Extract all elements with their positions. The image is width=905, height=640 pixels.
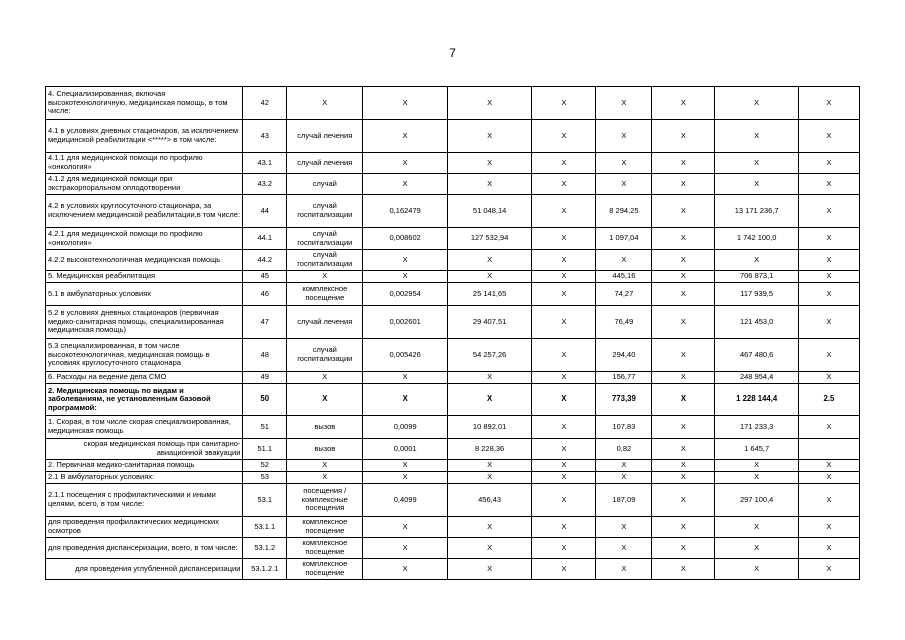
- table-cell: X: [715, 250, 798, 271]
- table-cell: X: [447, 384, 531, 416]
- table-row: [46, 484, 860, 517]
- table-cell: X: [652, 174, 715, 195]
- table-cell: X: [532, 484, 596, 517]
- table-cell: X: [715, 87, 798, 120]
- table-cell: X: [652, 559, 715, 580]
- table-cell: случай лечения: [287, 153, 363, 174]
- table-cell: для проведения диспансеризации, всего, в том числе:: [46, 538, 243, 559]
- table-row: [46, 517, 860, 538]
- table-cell: 0,4099: [363, 484, 447, 517]
- table-cell: X: [532, 271, 596, 283]
- table-cell: 456,43: [447, 484, 531, 517]
- table-cell: X: [363, 153, 447, 174]
- table-cell: X: [363, 120, 447, 153]
- table-cell: X: [596, 460, 652, 472]
- table-cell: X: [798, 87, 859, 120]
- table-cell: X: [532, 195, 596, 228]
- table-cell: 44.1: [243, 228, 287, 250]
- table-cell: X: [447, 538, 531, 559]
- table-cell: 5.3 специализированная, в том числе высокотехнологичная, медицинская помощь в условиях круглосуточного стационара: [46, 339, 243, 372]
- table-cell: случай госпитализации: [287, 339, 363, 372]
- table-cell: 53.1.2.1: [243, 559, 287, 580]
- table-cell: 294,40: [596, 339, 652, 372]
- table-cell: 6. Расходы на ведение дела СМО: [46, 372, 243, 384]
- table-cell: X: [798, 339, 859, 372]
- table-cell: 43: [243, 120, 287, 153]
- table-cell: 49: [243, 372, 287, 384]
- table-cell: 4.1.2 для медицинской помощи при экстракорпоральном оплодотворении: [46, 174, 243, 195]
- table-cell: 25 141,65: [447, 283, 531, 306]
- table-cell: X: [447, 174, 531, 195]
- table-cell: X: [798, 195, 859, 228]
- table-cell: 43.2: [243, 174, 287, 195]
- table-cell: X: [532, 460, 596, 472]
- table-cell: 171 233,3: [715, 416, 798, 439]
- table-cell: X: [798, 460, 859, 472]
- table-cell: 4.2.1 для медицинской помощи по профилю «онкология»: [46, 228, 243, 250]
- table-cell: 74,27: [596, 283, 652, 306]
- table-row: [46, 174, 860, 195]
- table-cell: 2.5: [798, 384, 859, 416]
- table-row: [46, 460, 860, 472]
- table-cell: X: [798, 306, 859, 339]
- table-cell: X: [596, 250, 652, 271]
- table-cell: X: [652, 87, 715, 120]
- table-cell: 773,39: [596, 384, 652, 416]
- table-cell: X: [532, 372, 596, 384]
- table-cell: 46: [243, 283, 287, 306]
- table-cell: X: [798, 484, 859, 517]
- table-cell: X: [447, 372, 531, 384]
- table-cell: X: [532, 153, 596, 174]
- table-cell: X: [652, 460, 715, 472]
- table-cell: 51.1: [243, 439, 287, 460]
- table-cell: X: [798, 472, 859, 484]
- table-cell: 45: [243, 271, 287, 283]
- table-cell: 0,002954: [363, 283, 447, 306]
- table-cell: X: [363, 174, 447, 195]
- table-cell: 1 645,7: [715, 439, 798, 460]
- table-row: [46, 472, 860, 484]
- table-cell: 0,82: [596, 439, 652, 460]
- table-cell: X: [652, 195, 715, 228]
- table-cell: случай госпитализации: [287, 195, 363, 228]
- table-cell: 0,162479: [363, 195, 447, 228]
- table-cell: X: [798, 228, 859, 250]
- table-cell: 1 228 144,4: [715, 384, 798, 416]
- table-cell: 42: [243, 87, 287, 120]
- table-row: [46, 384, 860, 416]
- table-cell: X: [447, 120, 531, 153]
- table-cell: случай госпитализации: [287, 228, 363, 250]
- table-cell: комплексное посещение: [287, 559, 363, 580]
- table-cell: X: [652, 306, 715, 339]
- table-cell: 127 532,94: [447, 228, 531, 250]
- table-cell: X: [652, 416, 715, 439]
- table-cell: X: [287, 472, 363, 484]
- table-cell: 187,09: [596, 484, 652, 517]
- table-cell: X: [652, 484, 715, 517]
- table-cell: 44: [243, 195, 287, 228]
- table-cell: X: [798, 250, 859, 271]
- table-cell: случай госпитализации: [287, 250, 363, 271]
- table-cell: X: [363, 559, 447, 580]
- table-cell: X: [652, 283, 715, 306]
- table-cell: X: [715, 120, 798, 153]
- table-cell: X: [715, 153, 798, 174]
- table-cell: 51 048,14: [447, 195, 531, 228]
- table-cell: X: [798, 372, 859, 384]
- table-cell: вызов: [287, 416, 363, 439]
- table-cell: X: [532, 384, 596, 416]
- table-row: [46, 195, 860, 228]
- table-cell: комплексное посещение: [287, 517, 363, 538]
- table-cell: X: [447, 472, 531, 484]
- table-row: [46, 271, 860, 283]
- table-cell: X: [798, 416, 859, 439]
- table-cell: комплексное посещение: [287, 538, 363, 559]
- table-row: [46, 559, 860, 580]
- table-cell: X: [596, 559, 652, 580]
- table-cell: X: [363, 517, 447, 538]
- table-cell: X: [798, 153, 859, 174]
- table-cell: X: [363, 87, 447, 120]
- table-cell: 5.1 в амбулаторных условиях: [46, 283, 243, 306]
- table-cell: X: [363, 460, 447, 472]
- table-row: [46, 416, 860, 439]
- table-cell: [798, 439, 859, 460]
- table-cell: 53: [243, 472, 287, 484]
- table-cell: X: [532, 472, 596, 484]
- table-cell: X: [652, 538, 715, 559]
- table-row: [46, 153, 860, 174]
- table-cell: X: [532, 339, 596, 372]
- table-cell: 5.2 в условиях дневных стационаров (первичная медико-санитарная помощь, специализированная медицинская помощь): [46, 306, 243, 339]
- table-cell: 43.1: [243, 153, 287, 174]
- table-cell: 2. Медицинская помощь по видам и заболеваниям, не установленным базовой программой:: [46, 384, 243, 416]
- table-cell: X: [652, 271, 715, 283]
- table-cell: X: [447, 250, 531, 271]
- table-row: [46, 283, 860, 306]
- table-cell: 8 294,25: [596, 195, 652, 228]
- table-row: [46, 306, 860, 339]
- table-cell: 0,0099: [363, 416, 447, 439]
- table-cell: X: [363, 472, 447, 484]
- table-cell: X: [363, 271, 447, 283]
- table-cell: X: [715, 559, 798, 580]
- table-cell: вызов: [287, 439, 363, 460]
- table-cell: 107,83: [596, 416, 652, 439]
- table-cell: 156,77: [596, 372, 652, 384]
- table-cell: случай: [287, 174, 363, 195]
- table-cell: X: [652, 228, 715, 250]
- table-row: [46, 439, 860, 460]
- table-cell: X: [532, 538, 596, 559]
- table-cell: X: [798, 538, 859, 559]
- table-cell: посещения / комплексные посещения: [287, 484, 363, 517]
- table-cell: 53.1: [243, 484, 287, 517]
- table-cell: 8 228,36: [447, 439, 531, 460]
- table-cell: X: [652, 339, 715, 372]
- table-row: [46, 228, 860, 250]
- table-cell: X: [596, 538, 652, 559]
- table-cell: 47: [243, 306, 287, 339]
- table-cell: X: [652, 472, 715, 484]
- table-cell: 1 097,04: [596, 228, 652, 250]
- table-cell: X: [363, 372, 447, 384]
- table-cell: 44.2: [243, 250, 287, 271]
- table-cell: X: [532, 228, 596, 250]
- table-cell: X: [447, 153, 531, 174]
- table-row: [46, 120, 860, 153]
- table-cell: X: [532, 306, 596, 339]
- table-cell: 121 453,0: [715, 306, 798, 339]
- table-cell: X: [715, 538, 798, 559]
- table-cell: X: [287, 271, 363, 283]
- table-cell: X: [652, 153, 715, 174]
- table-cell: 54 257,26: [447, 339, 531, 372]
- table-cell: X: [652, 372, 715, 384]
- table-cell: 51: [243, 416, 287, 439]
- table-cell: X: [363, 538, 447, 559]
- table-cell: X: [596, 153, 652, 174]
- table-cell: 48: [243, 339, 287, 372]
- table-cell: X: [447, 271, 531, 283]
- table-cell: 50: [243, 384, 287, 416]
- table-cell: 4. Специализированная, включая высокотехнологичную, медицинская помощь, в том числе:: [46, 87, 243, 120]
- table-cell: 117 939,5: [715, 283, 798, 306]
- table-cell: случай лечения: [287, 120, 363, 153]
- table-cell: X: [798, 120, 859, 153]
- table-cell: X: [363, 384, 447, 416]
- table-cell: X: [596, 517, 652, 538]
- table-cell: X: [798, 517, 859, 538]
- table-cell: X: [532, 120, 596, 153]
- table-cell: скорая медицинская помощь при санитарно-авиационной эвакуации: [46, 439, 243, 460]
- table-cell: X: [532, 559, 596, 580]
- table-cell: 445,16: [596, 271, 652, 283]
- table-cell: 10 892,01: [447, 416, 531, 439]
- table-cell: 297 100,4: [715, 484, 798, 517]
- table-cell: X: [532, 250, 596, 271]
- table-cell: X: [652, 517, 715, 538]
- table-cell: 0,008602: [363, 228, 447, 250]
- table-cell: 1. Скорая, в том числе скорая специализированная, медицинская помощь: [46, 416, 243, 439]
- table-cell: 4.1.1 для медицинской помощи по профилю «онкология»: [46, 153, 243, 174]
- table-cell: 5. Медицинская реабилитация: [46, 271, 243, 283]
- table-cell: X: [447, 460, 531, 472]
- table-cell: 1 742 100,0: [715, 228, 798, 250]
- table-cell: X: [798, 283, 859, 306]
- table-cell: X: [715, 517, 798, 538]
- table-cell: X: [652, 439, 715, 460]
- table-cell: 2.1 В амбулаторных условиях:: [46, 472, 243, 484]
- table-cell: X: [798, 174, 859, 195]
- table-row: [46, 538, 860, 559]
- page-number: 7: [449, 46, 456, 60]
- table-cell: 52: [243, 460, 287, 472]
- table-cell: X: [287, 384, 363, 416]
- table-cell: X: [715, 472, 798, 484]
- table-cell: 248 954,4: [715, 372, 798, 384]
- table-cell: X: [287, 87, 363, 120]
- table-cell: X: [652, 250, 715, 271]
- table-cell: 4.2 в условиях круглосуточного стационара, за исключением медицинской реабилитации,в том числе:: [46, 195, 243, 228]
- table-cell: для проведения профилактических медицинских осмотров: [46, 517, 243, 538]
- table-cell: комплексное посещение: [287, 283, 363, 306]
- table-cell: X: [532, 87, 596, 120]
- table-cell: 76,49: [596, 306, 652, 339]
- table-cell: X: [532, 283, 596, 306]
- table-cell: X: [596, 120, 652, 153]
- table-cell: X: [287, 372, 363, 384]
- table-cell: X: [715, 174, 798, 195]
- table-cell: 0,002601: [363, 306, 447, 339]
- table-cell: X: [447, 87, 531, 120]
- table-cell: X: [798, 559, 859, 580]
- table-cell: X: [532, 439, 596, 460]
- table-cell: 2.1.1 посещения с профилактическими и иными целями, всего, в том числе:: [46, 484, 243, 517]
- table-cell: X: [287, 460, 363, 472]
- data-table: [45, 86, 860, 580]
- table-cell: X: [532, 174, 596, 195]
- table-cell: для проведения углубленной диспансеризации: [46, 559, 243, 580]
- table-row: [46, 87, 860, 120]
- table-cell: 53.1.2: [243, 538, 287, 559]
- table-cell: X: [798, 271, 859, 283]
- table-cell: 4.1 в условиях дневных стационаров, за исключением медицинской реабилитации <*****> в том числе:: [46, 120, 243, 153]
- table-cell: 0,005426: [363, 339, 447, 372]
- table-cell: X: [596, 87, 652, 120]
- table-cell: 13 171 236,7: [715, 195, 798, 228]
- table-row: [46, 250, 860, 271]
- table-cell: X: [715, 460, 798, 472]
- table-cell: X: [447, 559, 531, 580]
- table-cell: X: [652, 120, 715, 153]
- table-cell: X: [596, 174, 652, 195]
- table-cell: случай лечения: [287, 306, 363, 339]
- table-cell: X: [447, 517, 531, 538]
- table-cell: X: [596, 472, 652, 484]
- table-cell: 467 480,6: [715, 339, 798, 372]
- table-row: [46, 372, 860, 384]
- table-cell: 29 407,51: [447, 306, 531, 339]
- table-cell: 53.1.1: [243, 517, 287, 538]
- table-row: [46, 339, 860, 372]
- table-cell: X: [532, 416, 596, 439]
- table-cell: 2. Первичная медико-санитарная помощь: [46, 460, 243, 472]
- table-cell: 706 873,1: [715, 271, 798, 283]
- table-cell: X: [652, 384, 715, 416]
- table-cell: 0,0001: [363, 439, 447, 460]
- table-cell: X: [532, 517, 596, 538]
- table-cell: 4.2.2 высокотехнологичная медицинская помощь: [46, 250, 243, 271]
- table-cell: X: [363, 250, 447, 271]
